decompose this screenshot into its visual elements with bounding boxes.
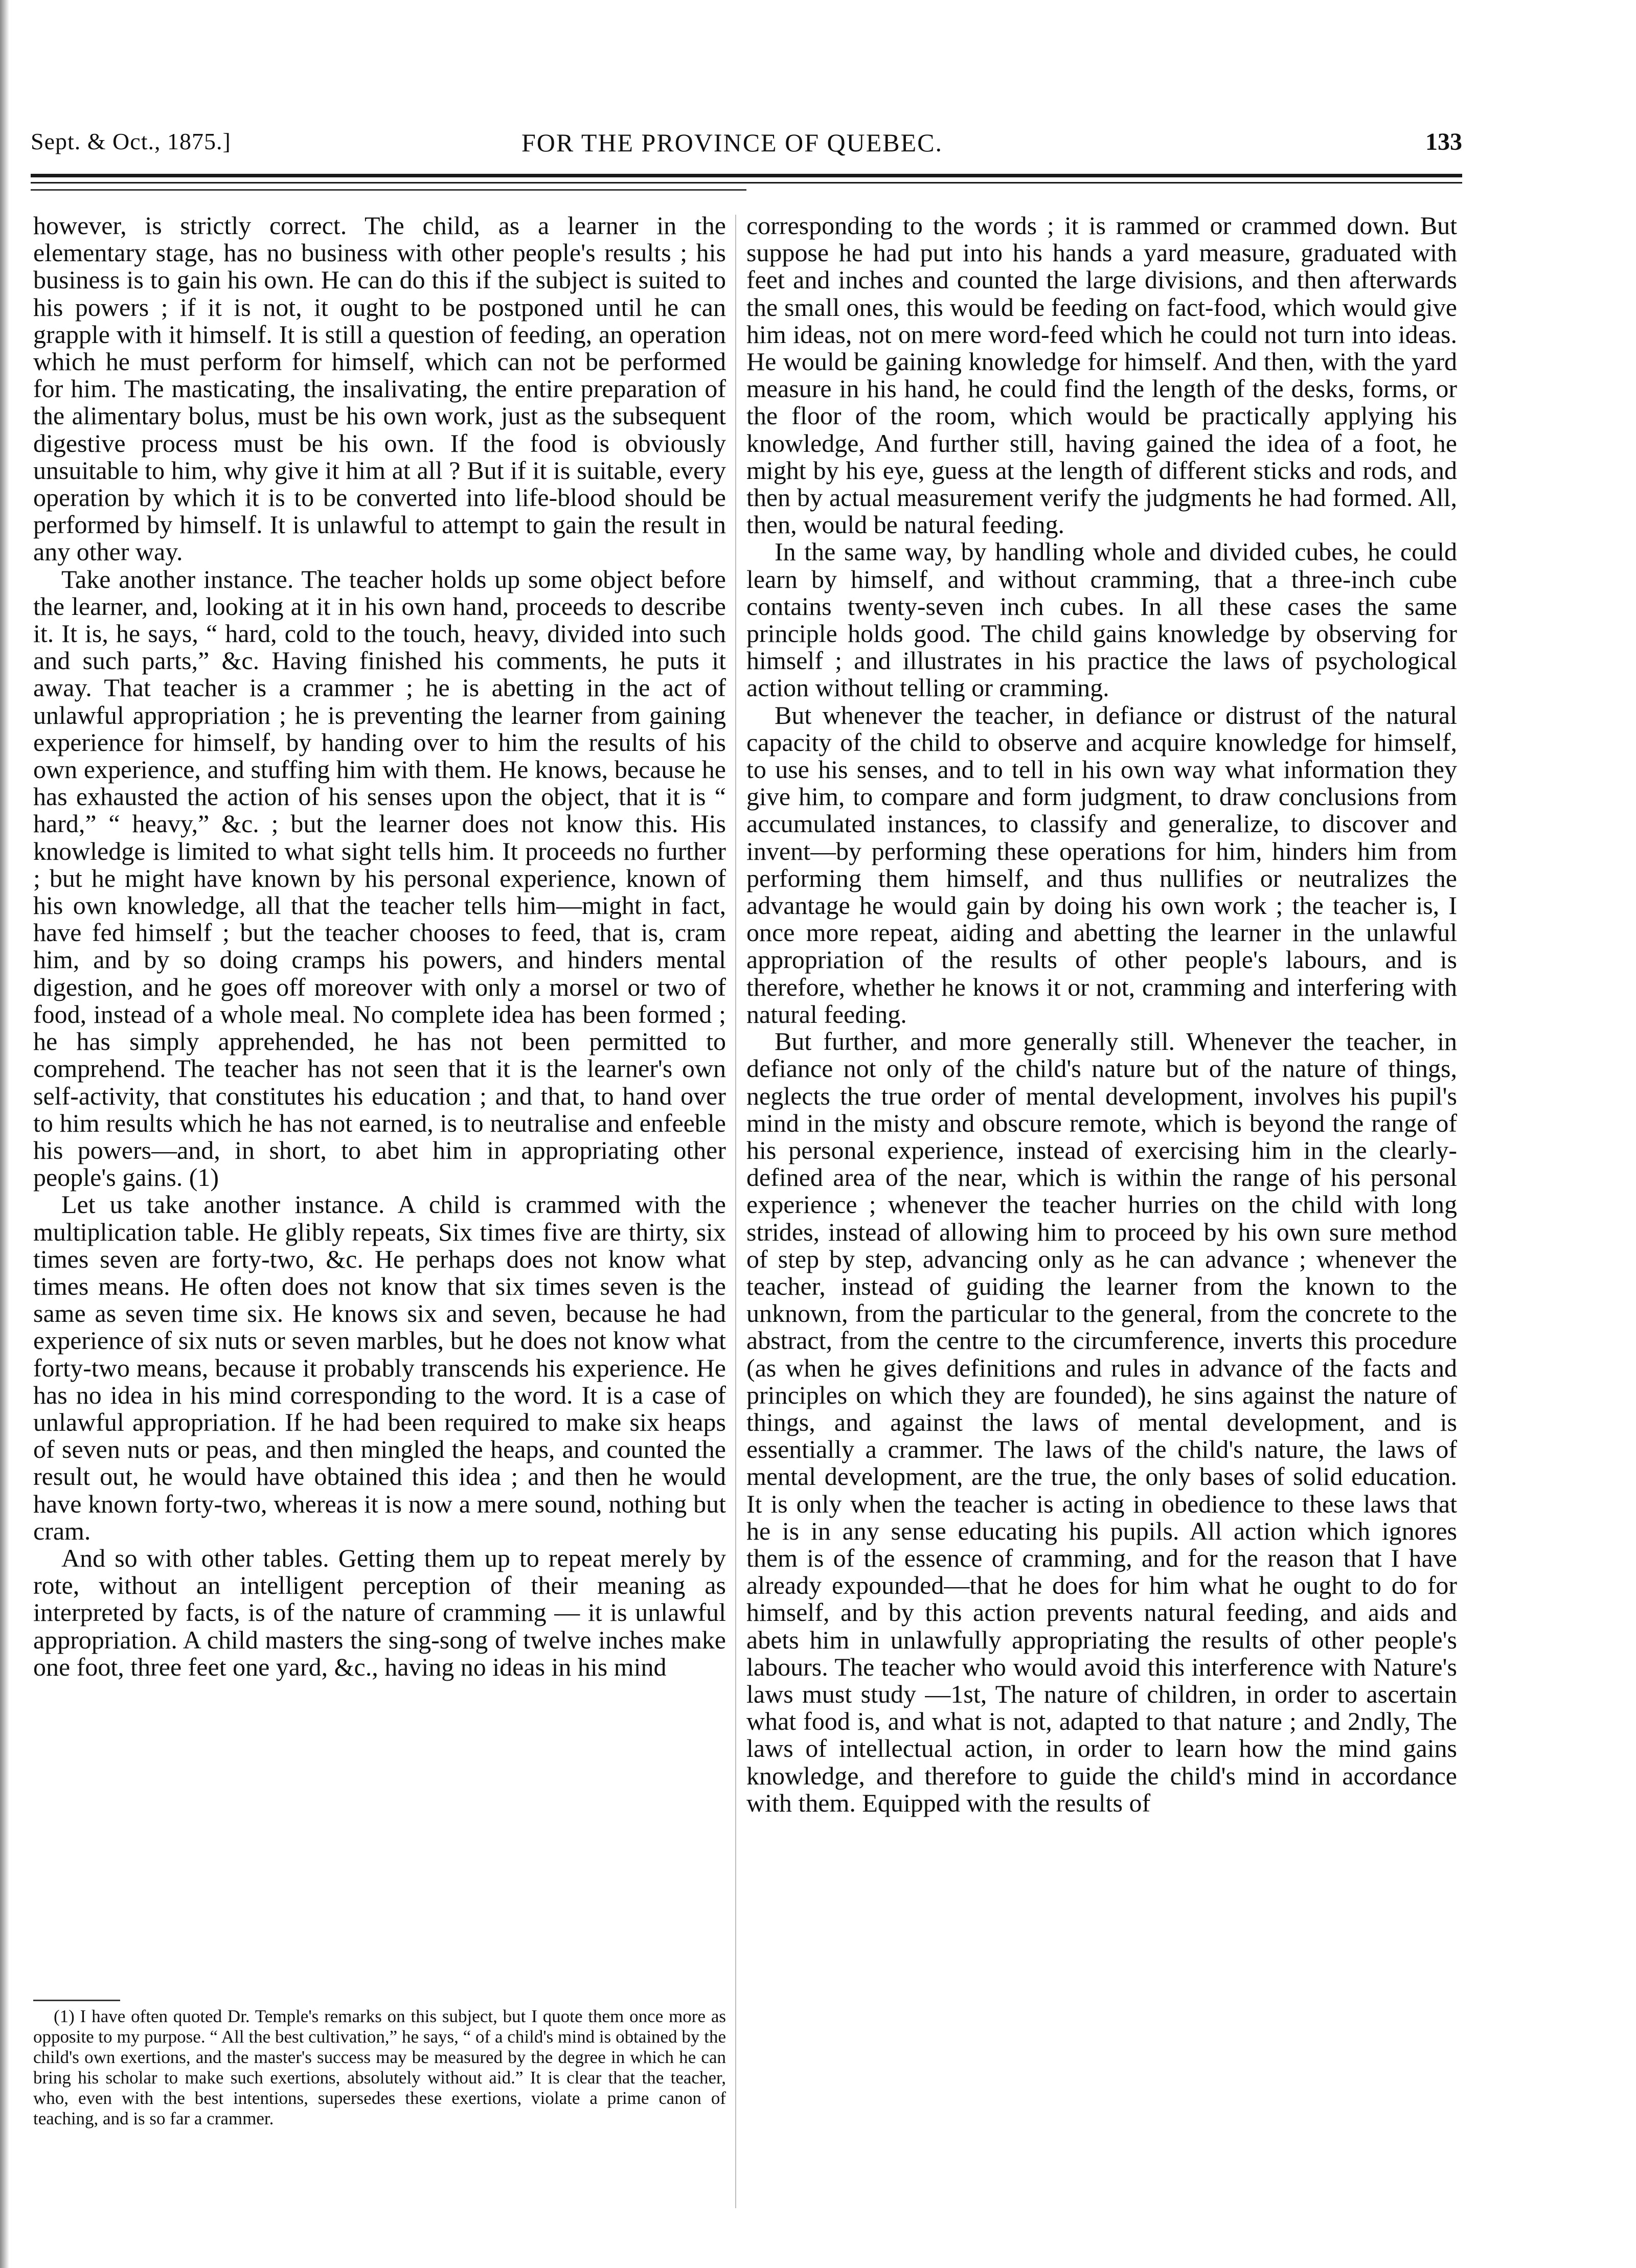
paragraph: But further, and more generally still. Whenever the teacher, in defiance not only of the child's nature but of the nature of things, neglects the true order of mental development, involves his pupil's mind in the misty and obscure remote, which is beyond the range of his personal experience, instead of exercising him in the clearly-defined area of the near, which is within the range of his personal experience ; whenever the teacher hurries on the child with long strides, instead of allowing him to proceed by his own sure method of step by step, advancing only as he can advance ; whenever the teacher, instead of guiding the learner from the known to the unknown, from the particular to the general, from the concrete to the abstract, from the centre to the circumference, inverts this procedure (as when he gives definitions and rules in advance of the facts and principles on which they are founded), he sins against the nature of things, and against the laws of mental development, and is essentially a crammer. The laws of the child's nature, the laws of mental development, are the true, the only bases of solid education. It is only when the teacher is acting in obedience to these laws that he is in any sense educating his pupils. All action which ignores them is of the essence of cramming, and for the reason that I have already expounded—that he does for him what he ought to do for himself, and by this action prevents natural feeding, and aids and abets him in unlawfully appropriating the results of other people's labours. The teacher who would avoid this interference with Nature's laws must study —1st, The nature of children, in order to ascertain what food is, and what is not, adapted to that nature ; and 2ndly, The laws of intellectual action, in order to learn how the mind gains knowledge, and therefore to guide the child's mind in accordance with them. Equipped with the results of (746, 1027, 1457, 1817)
footnote-rule (33, 2000, 120, 2001)
right-column (746, 212, 1457, 1817)
paragraph: however, is strictly correct. The child, as a learner in the elementary stage, has no business with other people's results ; his business is to gain his own. He can do this if the subject is suited to his powers ; if it is not, it ought to be postponed until he can grapple with it himself. It is still a question of feeding, an operation which he must perform for himself, which can not be performed for him. The masticating, the insalivating, the entire preparation of the alimentary bolus, must be his own work, just as the subsequent digestive process must be his own. If the food is obviously unsuitable to him, why give it him at all ? But if it is suitable, every operation by which it is to be converted into life-blood should be performed by himself. It is unlawful to attempt to gain the result in any other way. (33, 211, 726, 566)
footnote-text: (1) I have often quoted Dr. Temple's remarks on this subject, but I quote them once more as opposite to my purpose. “ All the best cultivation,” he says, “ of a child's mind is obtained by the child's own exertions, and the master's success may be measured by the degree in which he can bring his scholar to make such exertions, absolutely without aid.” It is clear that the teacher, who, even with the best intentions, supersedes these exertions, violate a prime canon of teaching, and is so far a crammer. (33, 2006, 726, 2128)
left-column (33, 212, 726, 1681)
paragraph: corresponding to the words ; it is rammed or crammed down. But suppose he had put into his hands a yard measure, graduated with feet and inches and counted the large divisions, and then afterwards the small ones, this would be feeding on fact-food, which would give him ideas, not on mere word-feed which he could not turn into ideas. He would be gaining knowledge for himself. And then, with the yard measure in his hand, he could find the length of the desks, forms, or the floor of the room, which would be practically applying his knowledge, And further still, having gained the idea of a foot, he might by his eye, guess at the length of different sticks and rods, and then by actual measurement verify the judgments he had formed. All, then, would be natural feeding. (746, 211, 1457, 539)
running-header (31, 128, 1462, 164)
header-rule-short (31, 189, 746, 191)
scan-shadow-edge (0, 0, 9, 2268)
column-divider (735, 215, 736, 2208)
paragraph: In the same way, by handling whole and divided cubes, he could learn by himself, and without cramming, that a three-inch cube contains twenty-seven inch cubes. In all these cases the same principle holds good. The child gains knowledge by observing for himself ; and illustrates in his practice the laws of psychological action without telling or cramming. (746, 537, 1457, 702)
paragraph: And so with other tables. Getting them up to repeat merely by rote, without an intelligent perception of their meaning as interpreted by facts, is of the nature of cramming — it is unlawful appropriation. A child masters the sing-song of twelve inches make one foot, three feet one yard, &c., having no ideas in his mind (33, 1543, 726, 1681)
header-date: Sept. & Oct., 1875.] (31, 128, 231, 154)
header-rule-thick (31, 174, 1462, 177)
paragraph: Take another instance. The teacher holds up some object before the learner, and, looking at it in his own hand, proceeds to describe it. It is, he says, “ hard, cold to the touch, heavy, divided into such and such parts,” &c. Having finished his comments, he puts it away. That teacher is a crammer ; he is abetting in the act of unlawful appropriation ; he is preventing the learner from gaining experience for himself, by handing over to him the results of his own experience, and stuffing him with them. He knows, because he has exhausted the action of his senses upon the object, that it is “ hard,” “ heavy,” &c. ; but the learner does not know this. His knowledge is limited to what sight tells him. It proceeds no further ; but he might have known by his personal experience, known of his own knowledge, all that the teacher tells him—might in fact, have fed himself ; but the teacher chooses to feed, that is, cram him, and by so doing cramps his powers, and hinders mental digestion, and he goes off moreover with only a morsel or two of food, instead of a whole meal. No complete idea has been formed ; he has simply apprehended, he has not been permitted to comprehend. The teacher has not seen that it is the learner's own self-activity, that constitutes his education ; and that, to hand over to him results which he has not earned, is to neutralise and enfeeble his powers—and, in short, to abet him in appropriating other people's gains. (1) (33, 564, 726, 1192)
paragraph: Let us take another instance. A child is crammed with the multiplication table. He glibly repeats, Six times five are thirty, six times seven are forty-two, &c. He perhaps does not know what times means. He often does not know that six times seven is the same as seven time six. He knows six and seven, because he had experience of six nuts or seven marbles, but he does not know what forty-two means, because it probably transcends his experience. He has no idea in his mind corresponding to the word. It is a case of unlawful appropriation. If he had been required to make six heaps of seven nuts or peas, and then mingled the heaps, and counted the result out, he would have obtained this idea ; and then he would have known forty-two, whereas it is now a mere sound, nothing but cram. (33, 1190, 726, 1545)
page-number: 133 (1425, 128, 1462, 155)
paragraph: But whenever the teacher, in defiance or distrust of the natural capacity of the child to observe and acquire knowledge for himself, to use his senses, and to tell in his own way what information they give him, to compare and form judgment, to draw conclusions from accumulated instances, to classify and generalize, to discover and invent—by performing these operations for him, hinders him from performing them himself, and thus nullifies or neutralizes the advantage he would gain by doing his own work ; the teacher is, I once more repeat, aiding and abetting the learner in the unlawful appropriation of the results of other people's labours, and is therefore, whether he knows it or not, cramming and interfering with natural feeding. (746, 700, 1457, 1028)
header-rule-thin (31, 182, 1462, 184)
footnote (33, 2006, 726, 2129)
header-title: FOR THE PROVINCE OF QUEBEC. (521, 128, 943, 157)
